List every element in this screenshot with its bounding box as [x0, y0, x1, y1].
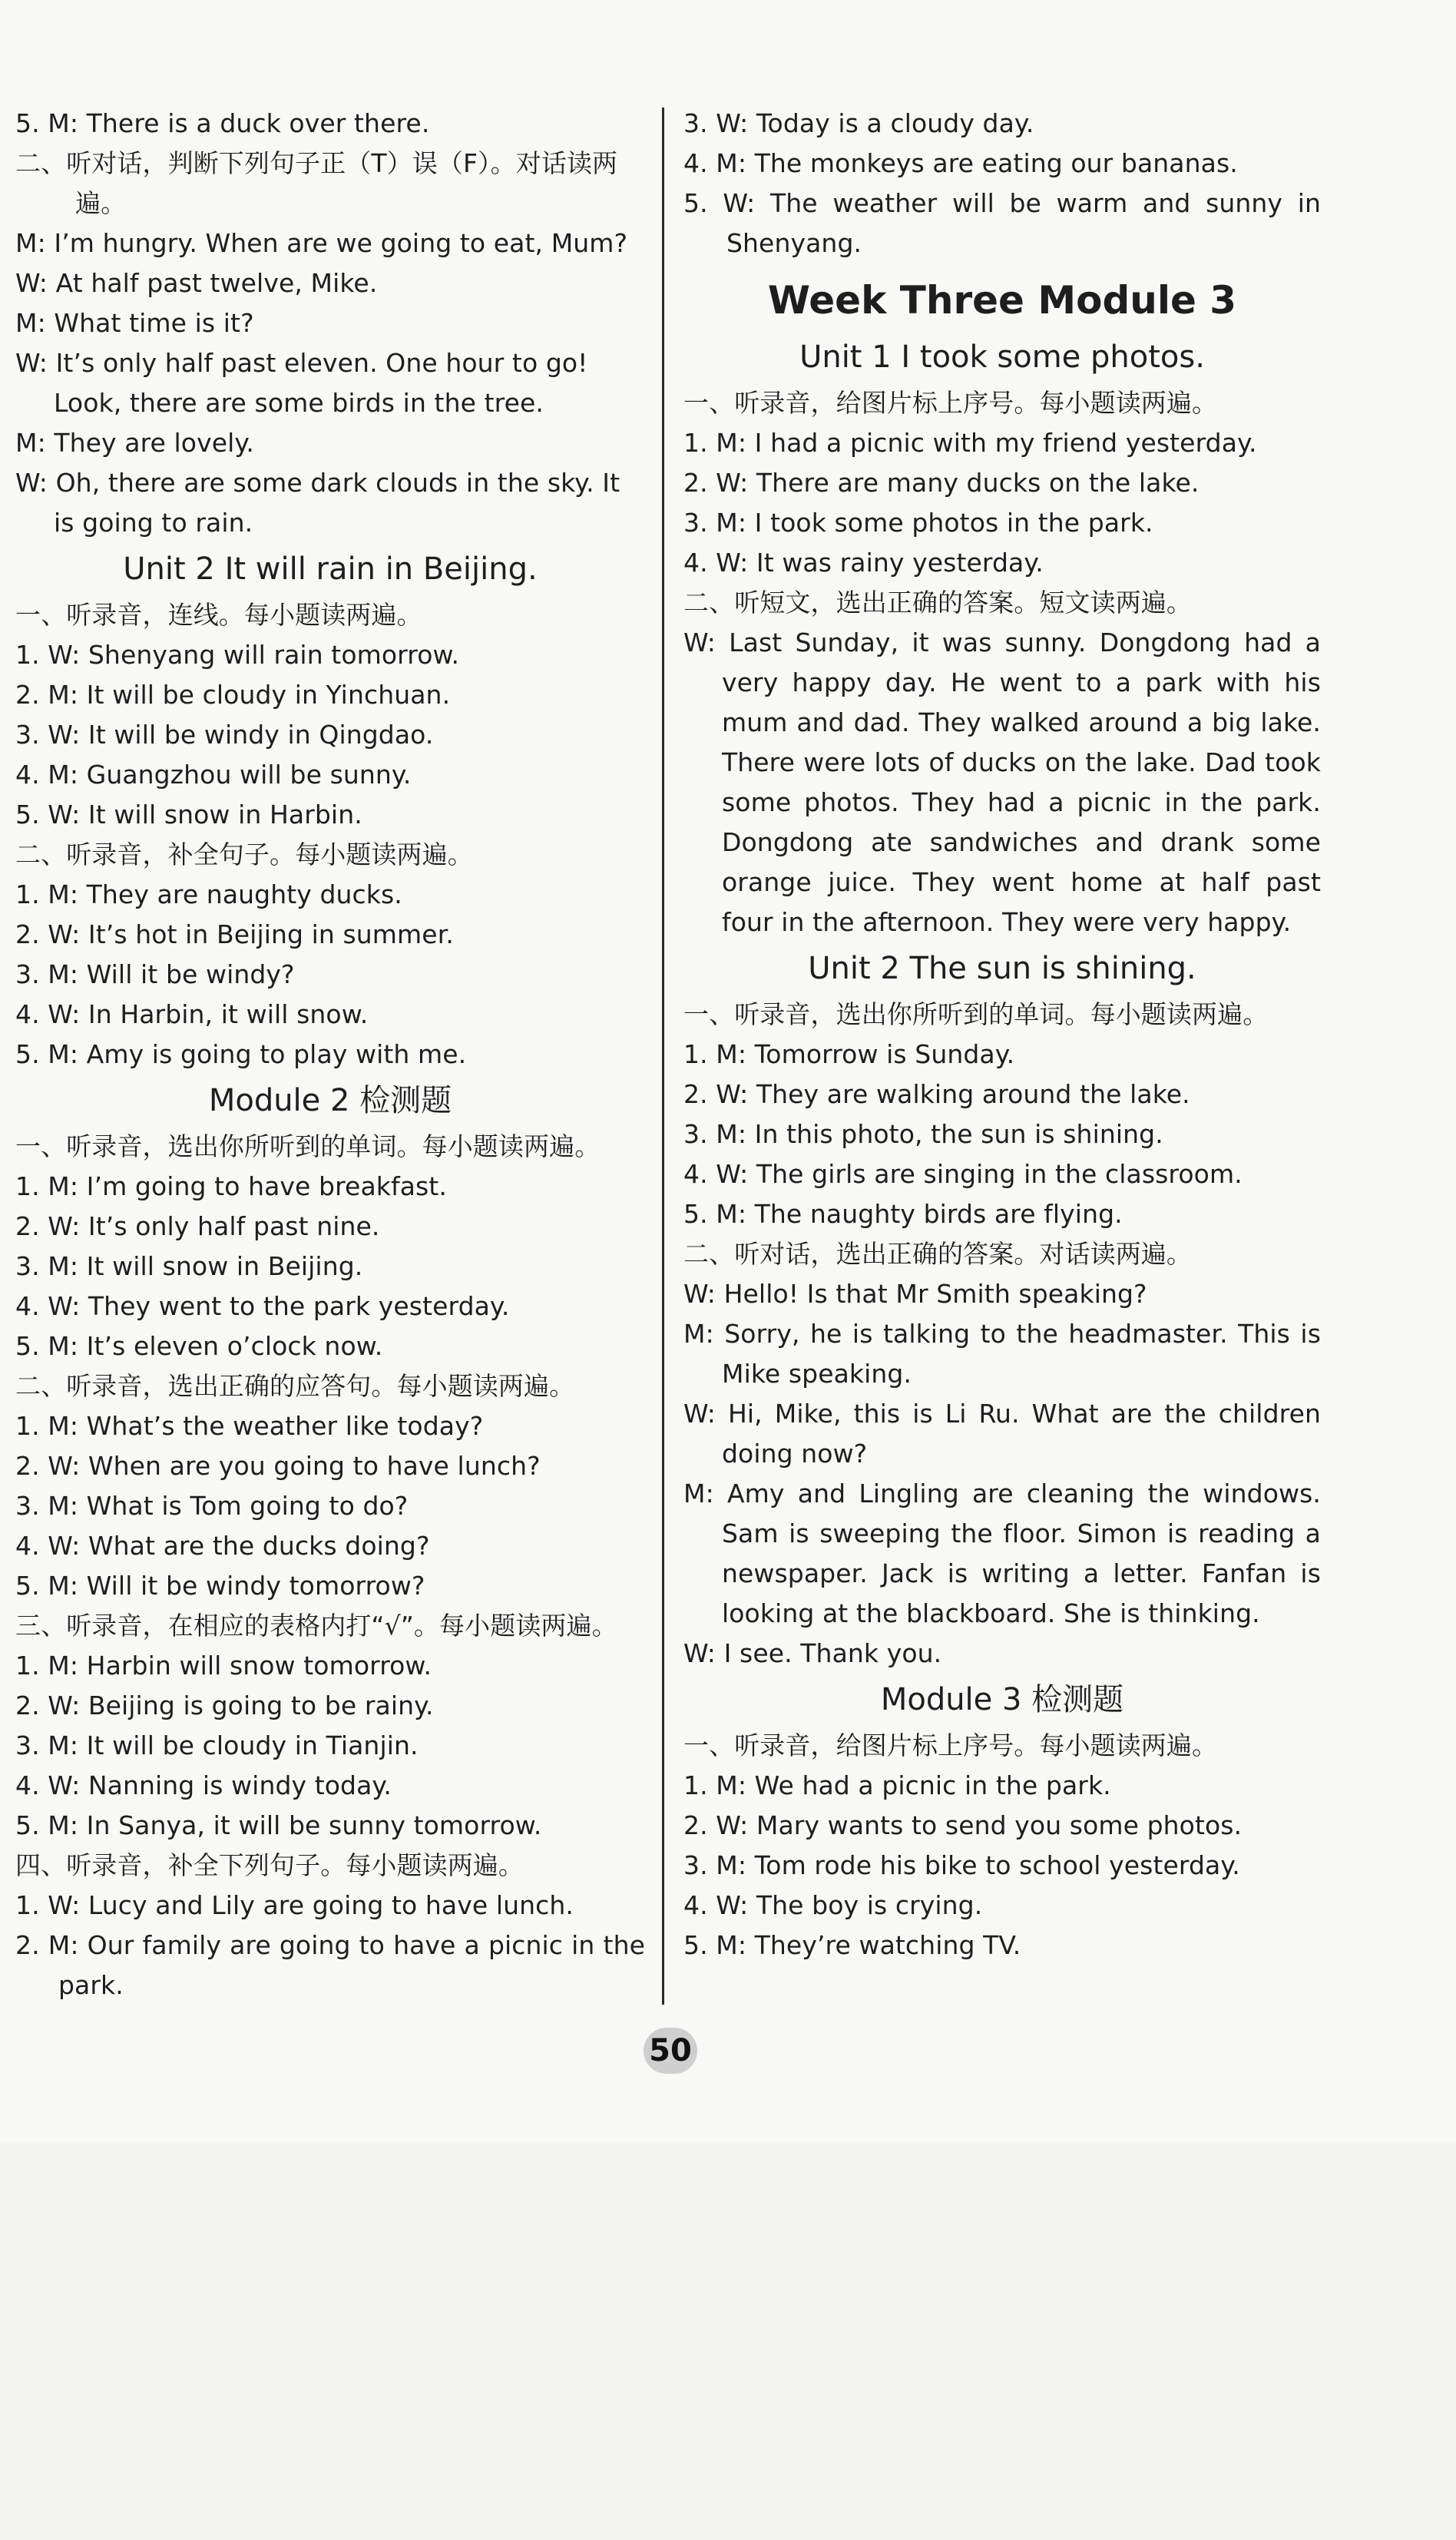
section-heading: 二、听录音，补全句子。每小题读两遍。 [15, 839, 473, 869]
section-heading: 三、听录音，在相应的表格内打“√”。每小题读两遍。 [15, 1611, 617, 1641]
text-line: 3. M: Tom rode his bike to school yesterday. [683, 1850, 1240, 1880]
text-line: 4. W: In Harbin, it will snow. [15, 999, 369, 1029]
text-line: 4. W: The girls are singing in the classroom. [683, 1159, 1243, 1189]
text-line: 3. M: Will it be windy? [15, 959, 295, 989]
text-line: 4. W: They went to the park yesterday. [15, 1291, 510, 1321]
text-line: 2. W: Beijing is going to be rainy. [15, 1691, 434, 1720]
text-line: W: Oh, there are some dark clouds in the sky. It is going to rain. [15, 468, 620, 538]
text-line: 1. W: Shenyang will rain tomorrow. [15, 640, 460, 670]
right-column [683, 104, 1321, 1965]
text-line: 4. W: What are the ducks doing? [15, 1531, 430, 1561]
text-line: 5. W: It will snow in Harbin. [15, 800, 362, 830]
text-line: 1. M: They are naughty ducks. [15, 879, 402, 909]
text-line: M: Sorry, he is talking to the headmaster. This is Mike speaking. [683, 1319, 1321, 1389]
text-line: 3. M: What is Tom going to do? [15, 1491, 409, 1521]
text-line: 2. W: When are you going to have lunch? [15, 1451, 541, 1481]
section-heading: 二、听录音，选出正确的应答句。每小题读两遍。 [15, 1371, 575, 1401]
text-line: 5. M: Will it be windy tomorrow? [15, 1571, 425, 1601]
text-line: 2. W: It’s only half past nine. [15, 1211, 380, 1241]
left-column [15, 104, 645, 2005]
section-heading: 一、听录音，给图片标上序号。每小题读两遍。 [683, 388, 1218, 418]
text-line: W: I see. Thank you. [683, 1638, 942, 1668]
section-heading: 一、听录音，选出你所听到的单词。每小题读两遍。 [15, 1131, 601, 1161]
text-line: 5. M: It’s eleven o’clock now. [15, 1331, 383, 1361]
text-line: 4. M: Guangzhou will be sunny. [15, 760, 412, 790]
text-line: 4. W: Nanning is windy today. [15, 1770, 392, 1800]
text-line: 4. W: The boy is crying. [683, 1890, 983, 1920]
text-line: 2. W: They are walking around the lake. [683, 1079, 1190, 1109]
section-heading: 一、听录音，选出你所听到的单词。每小题读两遍。 [683, 999, 1269, 1029]
text-line: 3. M: It will be cloudy in Tianjin. [15, 1730, 419, 1760]
text-line: 2. M: It will be cloudy in Yinchuan. [15, 680, 451, 710]
page-number: 50 [644, 2028, 697, 2074]
text-line: 2. W: Mary wants to send you some photos. [683, 1810, 1243, 1840]
text-line: 3. W: It will be windy in Qingdao. [15, 720, 434, 750]
column-divider [662, 108, 664, 2005]
text-line: W: Hello! Is that Mr Smith speaking? [683, 1279, 1147, 1309]
text-line: 2. M: Our family are going to have a picnic in the park. [15, 1930, 645, 2000]
text-line: 1. M: We had a picnic in the park. [683, 1770, 1111, 1800]
text-line: W: At half past twelve, Mike. [15, 268, 378, 298]
text-line: 1. M: What’s the weather like today? [15, 1411, 484, 1441]
module-test-title: Module 3 检测题 [880, 1682, 1124, 1717]
text-line: 3. W: Today is a cloudy day. [683, 108, 1034, 138]
text-line: 3. M: In this photo, the sun is shining. [683, 1119, 1163, 1149]
section-heading: 一、听录音，给图片标上序号。每小题读两遍。 [683, 1730, 1218, 1760]
text-line: 3. M: I took some photos in the park. [683, 508, 1153, 538]
section-heading: 二、听短文，选出正确的答案。短文读两遍。 [683, 588, 1192, 618]
text-line: 1. M: I’m going to have breakfast. [15, 1171, 447, 1201]
text-line: 1. M: Tomorrow is Sunday. [683, 1039, 1015, 1069]
text-line: W: Hi, Mike, this is Li Ru. What are the children doing now? [683, 1399, 1321, 1469]
unit-title: Unit 2 It will rain in Beijing. [123, 551, 538, 587]
unit-title: Unit 1 I took some photos. [799, 339, 1205, 375]
text-line: 5. M: The naughty birds are flying. [683, 1199, 1123, 1229]
text-line: 3. M: It will snow in Beijing. [15, 1251, 363, 1281]
text-line: 5. M: There is a duck over there. [15, 108, 430, 138]
section-heading: 一、听录音，连线。每小题读两遍。 [15, 600, 422, 630]
text-line: 5. M: They’re watching TV. [683, 1930, 1021, 1960]
text-line: 2. W: It’s hot in Beijing in summer. [15, 919, 454, 949]
text-line: W: It’s only half past eleven. One hour to go! Look, there are some birds in the tree. [15, 348, 588, 418]
section-heading: 二、听对话，判断下列句子正（T）误（F）。对话读两遍。 [15, 148, 618, 218]
text-line: M: I’m hungry. When are we going to eat, Mum? [15, 228, 628, 258]
text-line: 5. M: In Sanya, it will be sunny tomorrow. [15, 1810, 542, 1840]
text-line: M: What time is it? [15, 308, 254, 338]
section-heading: 四、听录音，补全下列句子。每小题读两遍。 [15, 1850, 524, 1880]
text-line: M: They are lovely. [15, 428, 254, 458]
text-line: 1. W: Lucy and Lily are going to have lunch. [15, 1890, 574, 1920]
passage-text: W: Last Sunday, it was sunny. Dongdong had a very happy day. He went to a park with his mum and dad. They walked around a big lake. There were lots of ducks on the lake. Dad took some photos. They had a picnic in the park. Dongdong ate sandwiches and drank some orange juice. They went home at half past four in the afternoon. They were very happy. [683, 628, 1321, 937]
module-test-title: Module 2 检测题 [208, 1083, 452, 1118]
text-line: 4. M: The monkeys are eating our bananas. [683, 148, 1238, 178]
text-line: 1. M: I had a picnic with my friend yesterday. [683, 428, 1257, 458]
text-line: 2. W: There are many ducks on the lake. [683, 468, 1200, 498]
text-line: M: Amy and Lingling are cleaning the windows. Sam is sweeping the floor. Simon is reading a newspaper. Jack is writing a letter. Fanfan is looking at the blackboard. She is thinking. [683, 1479, 1321, 1628]
text-line: 5. W: The weather will be warm and sunny in Shenyang. [683, 188, 1321, 258]
text-line: 4. W: It was rainy yesterday. [683, 548, 1044, 578]
unit-title: Unit 2 The sun is shining. [808, 951, 1196, 986]
text-line: 5. M: Amy is going to play with me. [15, 1039, 467, 1069]
week-title: Week Three Module 3 [767, 278, 1237, 323]
text-line: 1. M: Harbin will snow tomorrow. [15, 1651, 432, 1681]
section-heading: 二、听对话，选出正确的答案。对话读两遍。 [683, 1239, 1192, 1269]
